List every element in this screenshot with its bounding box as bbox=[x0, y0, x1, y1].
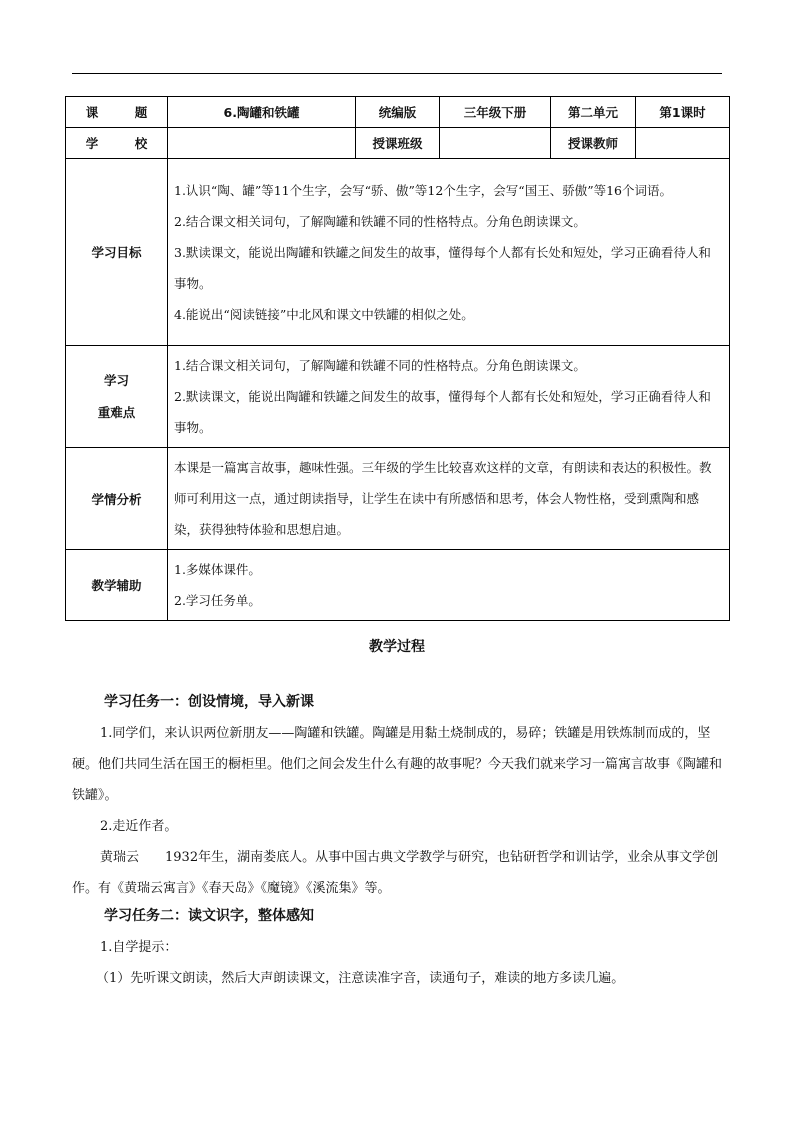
key-points-row bbox=[66, 346, 730, 448]
task1-paragraph: 2.走近作者。 bbox=[100, 819, 178, 834]
goal-item: 1.认识“陶、罐”等11个生字，会写“骄、傲”等12个生字，会写“国王、骄傲”等16个词语。 bbox=[174, 182, 672, 198]
goal-item: 2.结合课文相关词句，了解陶罐和铁罐不同的性格特点。分角色朗读课文。 bbox=[174, 213, 586, 229]
teacher-value bbox=[636, 128, 730, 159]
analysis-text: 本课是一篇寓言故事，趣味性强。三年级的学生比较喜欢这样的文章，有朗读和表达的积极性。教师可利用这一点，通过朗读指导，让学生在读中有所感悟和思考，体会人物性格，受到熏陶和感染，获得独特体验和思想启迪。 bbox=[174, 460, 712, 537]
goal-item: 3.默读课文，能说出陶罐和铁罐之间发生的故事，懂得每个人都有长处和短处，学习正确看待人和事物。 bbox=[174, 244, 711, 291]
grade: 三年级下册 bbox=[440, 97, 551, 128]
label-school: 学 校 bbox=[66, 128, 168, 159]
key-point-item: 2.默读课文，能说出陶罐和铁罐之间发生的故事，懂得每个人都有长处和短处，学习正确看待人和事物。 bbox=[174, 389, 711, 435]
header-rule bbox=[72, 73, 722, 74]
period: 第1课时 bbox=[636, 97, 730, 128]
analysis-row bbox=[66, 448, 730, 550]
task1-paragraph: 1.同学们，来认识两位新朋友——陶罐和铁罐。陶罐是用黏土烧制成的，易碎；铁罐是用铁炼制而成的，坚硬。他们共同生活在国王的橱柜里。他们之间会发生什么有趣的故事呢？今天我们就来学习一篇寓言故事《陶罐和铁罐》。 bbox=[72, 726, 723, 803]
lesson-plan-table bbox=[65, 96, 730, 621]
key-points-content bbox=[168, 346, 730, 448]
goal-item: 4.能说出“阅读链接”中北风和课文中铁罐的相似之处。 bbox=[174, 306, 474, 322]
class-value bbox=[440, 128, 551, 159]
key-point-item: 1.结合课文相关词句，了解陶罐和铁罐不同的性格特点。分角色朗读课文。 bbox=[174, 358, 586, 373]
aids-row bbox=[66, 550, 730, 621]
label-aids: 教学辅助 bbox=[66, 550, 168, 621]
school-value bbox=[168, 128, 356, 159]
task2-paragraph: 1.自学提示： bbox=[100, 940, 178, 955]
lesson-title: 6.陶罐和铁罐 bbox=[168, 97, 356, 128]
goals-content bbox=[168, 159, 730, 346]
analysis-content bbox=[168, 448, 730, 550]
header-row bbox=[66, 97, 730, 128]
aid-item: 1.多媒体课件。 bbox=[174, 562, 261, 577]
label-goals: 学习目标 bbox=[66, 159, 168, 346]
author-intro: 黄瑞云 1932年生，湖南娄底人。从事中国古典文学教学与研究，也钻研哲学和训诂学，业余从事文学创作。有《黄瑞云寓言》《春天岛》《魔镜》《溪流集》等。 bbox=[72, 850, 719, 896]
process-title: 教学过程 bbox=[369, 639, 425, 655]
teaching-process bbox=[72, 690, 724, 994]
school-row bbox=[66, 128, 730, 159]
goals-row bbox=[66, 159, 730, 346]
edition: 统编版 bbox=[356, 97, 440, 128]
label-teacher: 授课教师 bbox=[551, 128, 636, 159]
label-analysis: 学情分析 bbox=[66, 448, 168, 550]
label-topic: 课 题 bbox=[66, 97, 168, 128]
label-class: 授课班级 bbox=[356, 128, 440, 159]
task2-paragraph: （1）先听课文朗读，然后大声朗读课文，注意读准字音，读通句子，难读的地方多读几遍。 bbox=[96, 971, 625, 986]
aid-item: 2.学习任务单。 bbox=[174, 593, 261, 608]
task1-heading: 学习任务一：创设情境，导入新课 bbox=[104, 694, 314, 710]
aids-content bbox=[168, 550, 730, 621]
label-key-points: 学习 重难点 bbox=[66, 346, 168, 448]
task2-heading: 学习任务二：读文识字，整体感知 bbox=[104, 908, 314, 924]
unit: 第二单元 bbox=[551, 97, 636, 128]
